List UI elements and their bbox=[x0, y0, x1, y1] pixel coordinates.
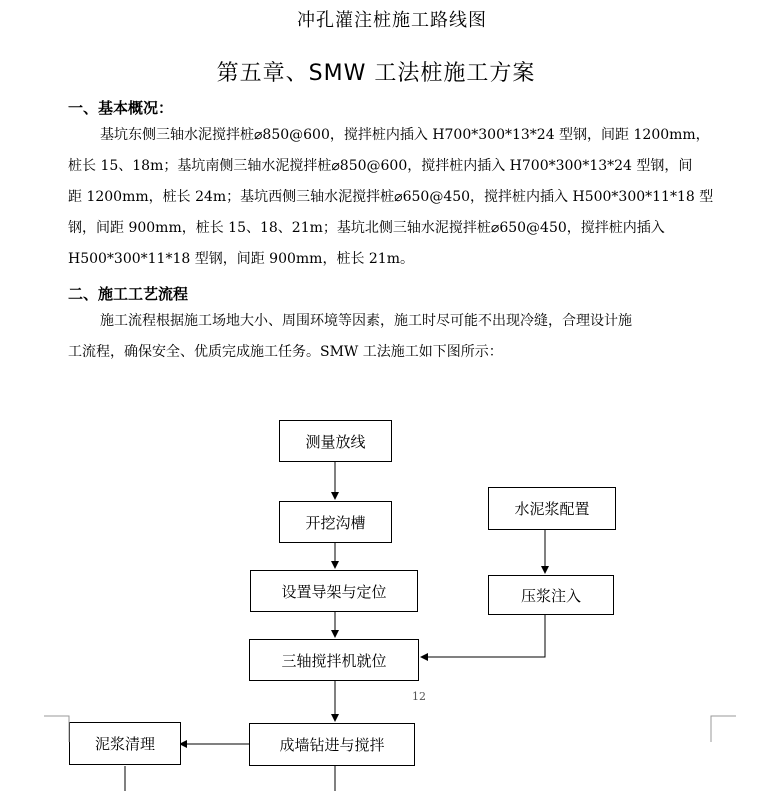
page-number: 12 bbox=[412, 690, 426, 703]
section-heading-overview: 一、基本概况： bbox=[68, 99, 174, 117]
paragraph-line: 距 1200mm，桩长 24m；基坑西侧三轴水泥搅拌桩⌀650@450，搅拌桩内插入 H500*300*11*18 型 bbox=[68, 189, 714, 205]
flow-node-rig: 三轴搅拌机就位 bbox=[249, 639, 419, 681]
chapter-title: 第五章、SMW 工法桩施工方案 bbox=[216, 61, 536, 86]
flow-node-cement: 水泥浆配置 bbox=[488, 487, 616, 530]
flow-node-survey: 测量放线 bbox=[279, 420, 392, 462]
paragraph-line: H500*300*11*18 型钢，间距 900mm，桩长 21m。 bbox=[68, 251, 414, 267]
paragraph-line: 工流程，确保安全、优质完成施工任务。SMW 工法施工如下图所示： bbox=[68, 344, 503, 360]
arrow-grout-rig bbox=[421, 615, 545, 657]
paragraph-line: 基坑东侧三轴水泥搅拌桩⌀850@600，搅拌桩内插入 H700*300*13*24 型钢，间距 1200mm， bbox=[100, 127, 710, 143]
section-heading-process: 二、施工工艺流程 bbox=[68, 285, 189, 303]
document-header: 冲孔灌注桩施工路线图 bbox=[297, 10, 487, 31]
paragraph-line: 桩长 15、18m；基坑南侧三轴水泥搅拌桩⌀850@600，搅拌桩内插入 H700*300*13*24 型钢，间 bbox=[68, 158, 693, 174]
flow-node-drill: 成墙钻进与搅拌 bbox=[249, 723, 415, 766]
flow-node-grout: 压浆注入 bbox=[488, 575, 614, 615]
page-corner-mark bbox=[44, 712, 74, 742]
flow-node-slurry: 泥浆清理 bbox=[69, 722, 181, 765]
paragraph-line: 钢，间距 900mm，桩长 15、18、21m；基坑北侧三轴水泥搅拌桩⌀650@450，搅拌桩内插入 bbox=[68, 220, 665, 236]
paragraph-line: 施工流程根据施工场地大小、周围环境等因素，施工时尽可能不出现冷缝，合理设计施 bbox=[100, 313, 632, 329]
flow-node-guide: 设置导架与定位 bbox=[250, 570, 418, 612]
flow-node-trench: 开挖沟槽 bbox=[279, 501, 392, 543]
page-corner-mark bbox=[708, 712, 738, 742]
